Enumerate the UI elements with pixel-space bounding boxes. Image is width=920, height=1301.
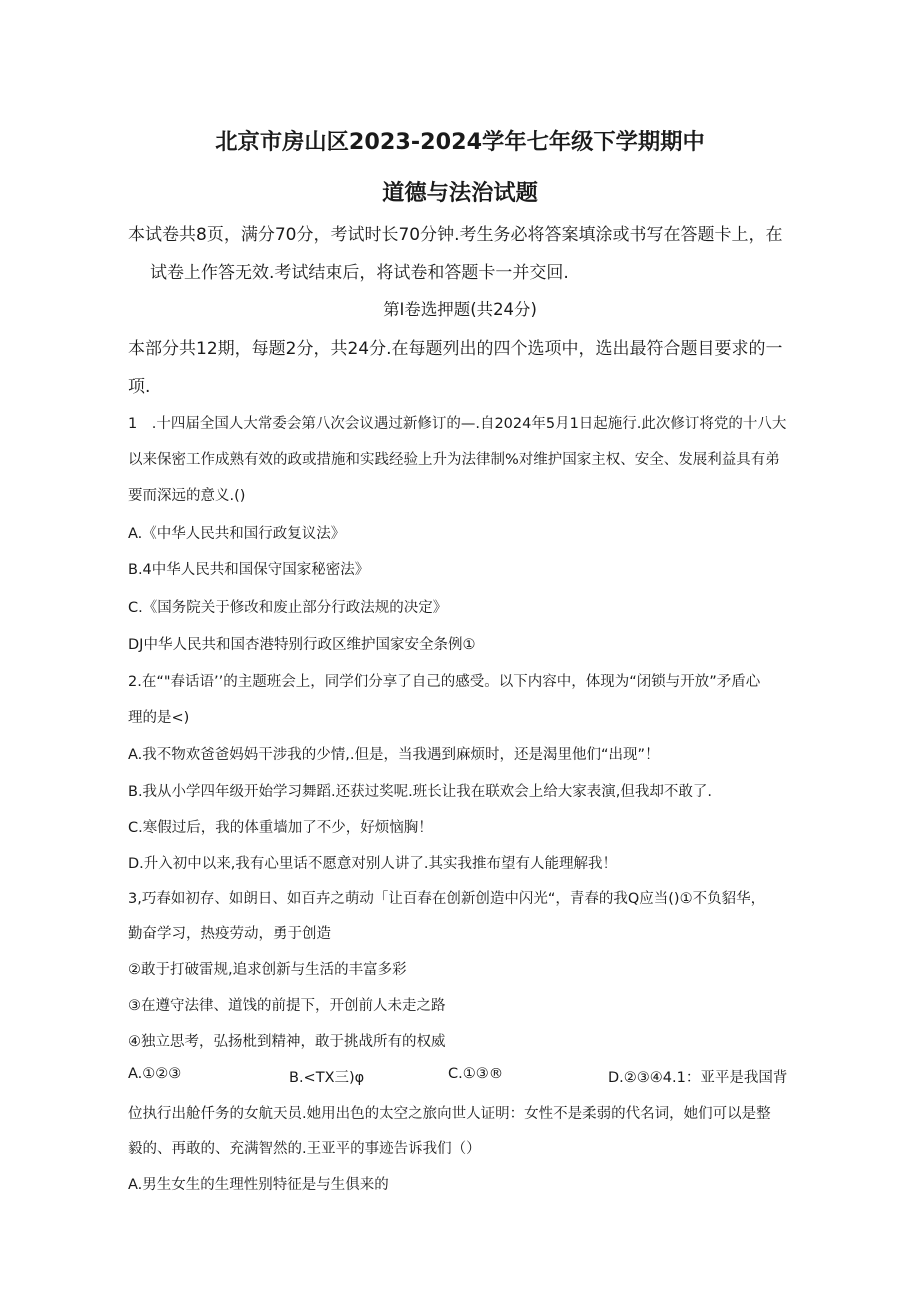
question-3-item-2: ②敢于打破雷规,追求创新与生活的丰富多彩 xyxy=(128,962,407,978)
question-2-line-1: 2.在“"春话语’’的主题班会上，同学们分享了自己的感受。以下内容中，体现为“闭锁与开放”矛盾心 xyxy=(128,674,761,690)
section-desc-1: 本部分共12期，每题2分，共24分.在每题列出的四个选项中，选出最符合题目要求的一 xyxy=(128,339,783,359)
question-4-option-a: A.男生女生的生理性别特征是与生俱来的 xyxy=(128,1177,389,1193)
question-1-option-c: C.《国务院关于修改和废止部分行政法规的决定》 xyxy=(128,600,448,616)
question-3-item-4: ④独立思考，弘扬枇到精神，敢于挑战所有的权威 xyxy=(128,1034,446,1050)
question-3-item-3: ③在遵守法律、道饯的前提下，开创前人未走之路 xyxy=(128,998,446,1014)
exam-title: 北京市房山区2023-2024学年七年级下学期期中 xyxy=(215,129,705,155)
question-1-line-1: 1 .十四届全国人大常委会第八次会议遇过新修订的—.自2024年5月1日起施行.此次修订将党的十八大 xyxy=(128,416,787,432)
question-3-choice-b: B.<TX三)φ xyxy=(289,1070,365,1086)
question-3-line-1: 3,巧春如初存、如朗日、如百卉之萌动「让百春在创新创造中闪光“，青春的我Q应当()①不负貂华， xyxy=(128,891,766,907)
question-1-option-b: B.4中华人民共和国保守国家秘密法》 xyxy=(128,562,370,578)
section-title: 第I卷选押题(共24分) xyxy=(383,300,537,319)
question-2-option-c: C.寒假过后，我的体重墙加了不少，好烦恼胸！ xyxy=(128,820,433,836)
intro-line-2: 试卷上作答无效.考试结束后，将试卷和答题卡一并交回. xyxy=(150,263,569,283)
exam-subject-title: 道德与法治试题 xyxy=(382,180,538,206)
question-4-line-2: 毅的、再敢的、充满智然的.王亚平的事迹告诉我们（） xyxy=(128,1141,481,1157)
question-3-choice-c: C.①③® xyxy=(448,1066,504,1082)
question-1-option-a: A.《中华人民共和国行政复议法》 xyxy=(128,526,346,542)
question-1-line-3: 要而深远的意义.() xyxy=(128,488,246,504)
question-4-line-1: 位执行出舱仟务的女航天员.她用出色的太空之旅向世人证明：女性不是柔弱的代名词，她们可以是整 xyxy=(128,1106,771,1122)
intro-line-1: 本试卷共8页，满分70分，考试时长70分钟.考生务必将答案填涂或书写在答题卡上，在 xyxy=(128,225,783,245)
question-2-option-d: D.升入初中以来,我有心里话不愿意对别人讲了.其实我推布望有人能理解我！ xyxy=(128,856,617,872)
question-3-choice-d: D.②③④4.1：亚平是我国背 xyxy=(608,1070,788,1086)
question-1-line-2: 以来保密工作成熟有效的政或措施和实践经验上升为法律制%对维护国家主权、安全、发展利益具有弟 xyxy=(128,452,780,468)
section-desc-2: 项. xyxy=(128,377,151,397)
question-2-option-b: B.我从小学四年级开始学习舞蹈.还获过奖呢.班长让我在联欢会上给大家表演,但我却不敢了. xyxy=(128,784,712,800)
question-2-line-2: 理的是<) xyxy=(128,710,190,726)
question-1-option-d: DJ中华人民共和国杏港特别行政区维护国家安全条例① xyxy=(128,637,476,653)
question-3-choice-a: A.①②③ xyxy=(128,1066,182,1082)
question-3-line-2: 勤奋学习，热疫劳动，勇于创造 xyxy=(128,926,331,942)
question-2-option-a: A.我不物欢爸爸妈妈干涉我的少情,.但是，当我遇到麻烦时，还是渴里他们“出现”！ xyxy=(128,747,660,763)
